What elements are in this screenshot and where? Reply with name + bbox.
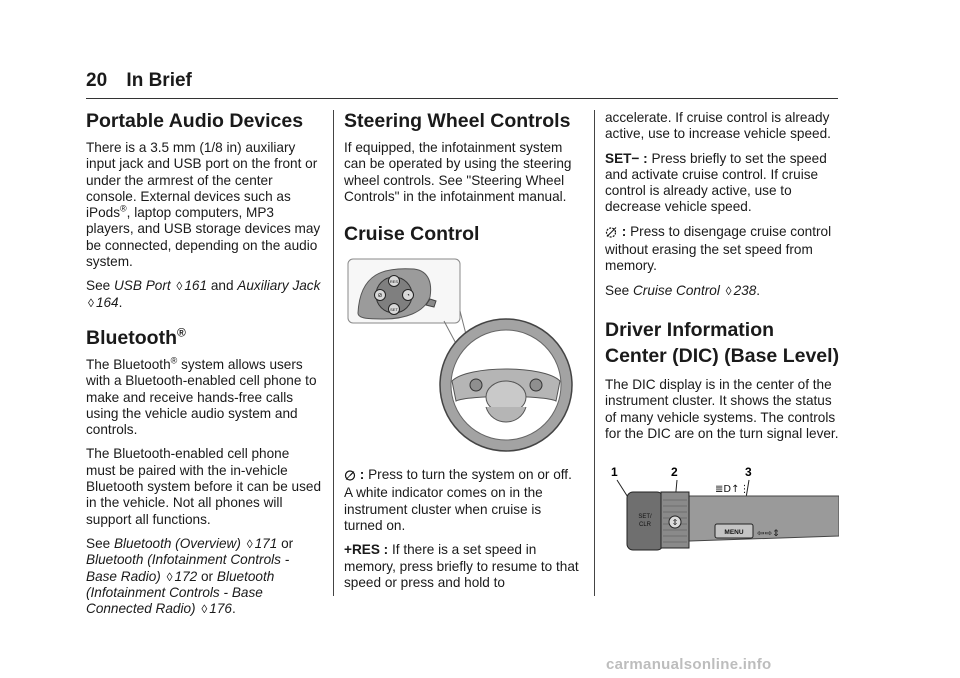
column-divider <box>594 110 595 596</box>
svg-text:RES: RES <box>389 279 399 285</box>
page-ref-icon: ◊ <box>166 569 173 584</box>
page-number-bt2[interactable]: 172 <box>174 568 198 584</box>
column-3 <box>605 110 841 566</box>
watermark: carmanualsonline.info <box>606 656 772 673</box>
svg-text:CLR: CLR <box>638 522 652 529</box>
heading-portable-audio: Portable Audio Devices <box>86 110 304 132</box>
page-number-bt1[interactable]: 171 <box>254 535 278 551</box>
cruise-see-also: See Cruise Control ◊ 238. <box>605 282 761 298</box>
cruise-res-description: +RES : If there is a set speed in memory, press briefly to resume to that speed or press and hold to <box>344 542 579 590</box>
steering-paragraph: If equipped, the infotainment system can be operated by using the steering wheel controls. See "Steering Wheel Controls" in the infotainment manual. <box>344 140 572 204</box>
cruise-cancel-description: : Press to disengage cruise control without erasing the set speed from memory. <box>605 223 832 274</box>
link-auxiliary-jack[interactable]: Auxiliary Jack <box>237 278 321 294</box>
svg-text:3: 3 <box>745 465 752 480</box>
link-bluetooth-overview[interactable]: Bluetooth (Overview) <box>113 535 241 551</box>
page-ref-icon: ◊ <box>725 283 732 298</box>
svg-text:2: 2 <box>671 465 678 480</box>
bluetooth-see-also: See Bluetooth (Overview) ◊ 171 or Bluetooth (Infotainment Controls - Base Radio) ◊ 172 or Bluetooth (Infotainment Controls - Base Connected Radio) ◊ 176. <box>86 535 294 617</box>
portable-audio-see-also: See USB Port ◊ 161 and Auxiliary Jack ◊ 164. <box>86 278 321 310</box>
heading-dic: Driver Information Center (DIC) (Base Level) <box>605 318 840 367</box>
heading-steering-wheel-controls: Steering Wheel Controls <box>344 110 571 132</box>
page-ref-icon: ◊ <box>176 279 183 294</box>
page-number: 20 <box>86 70 108 91</box>
page-ref-icon: ◊ <box>201 602 208 617</box>
page-number-usb[interactable]: 161 <box>184 278 208 294</box>
cruise-cancel-icon <box>605 226 618 242</box>
page-ref-icon: ◊ <box>88 295 94 310</box>
portable-audio-paragraph: There is a 3.5 mm (1/8 in) auxiliary input jack and USB port on the front or under the armrest of the center console. External devices such as iPods®, laptop computers, MP3 players, and USB storage devices may be connected, depending on the audio system. <box>86 140 321 270</box>
page-header <box>86 70 838 99</box>
svg-text:⇦⇨⇕: ⇦⇨⇕ <box>757 529 780 540</box>
link-usb-port[interactable]: USB Port <box>113 278 171 294</box>
page-ref-icon: ◊ <box>246 536 253 551</box>
bluetooth-paragraph-2: The Bluetooth-enabled cell phone must be paired with the in-vehicle Bluetooth system before it can be used in the vehicle. Not all phones will support all functions. <box>86 446 322 527</box>
set-clr-ring <box>627 492 663 550</box>
page-number-cruise[interactable]: 238 <box>733 282 757 298</box>
cruise-on-off-description: : Press to turn the system on or off. A white indicator comes on in the instrument cluster when cruise is turned on. <box>344 467 572 534</box>
svg-text:⊘: ⊘ <box>377 293 383 300</box>
cruise-set-description: SET− : Press briefly to set the speed and activate cruise control. If cruise control is already active, use to decrease vehicle speed. <box>605 150 827 215</box>
page-number-bt3[interactable]: 176 <box>209 601 232 617</box>
cruise-res-continued: accelerate. If cruise control is already active, use to increase vehicle speed. <box>605 110 831 142</box>
svg-text:⇕: ⇕ <box>671 518 679 528</box>
heading-cruise-control: Cruise Control <box>344 223 480 246</box>
svg-text:≣D↑⋮: ≣D↑⋮ <box>715 484 750 496</box>
svg-text:SET/: SET/ <box>638 514 652 521</box>
turn-signal-lever-figure <box>605 456 839 566</box>
link-bluetooth-connected-radio[interactable]: Bluetooth (Infotainment Controls - Base Connected Radio) <box>86 568 275 617</box>
link-bluetooth-base-radio[interactable]: Bluetooth (Infotainment Controls - Base Radio) <box>86 552 290 584</box>
bluetooth-paragraph-1: The Bluetooth® system allows users with a Bluetooth-enabled cell phone to make and receive hands-free calls using the vehicle audio system and controls. <box>86 355 317 438</box>
cruise-on-off-icon <box>344 469 356 485</box>
section-title: In Brief <box>126 70 192 91</box>
heading-bluetooth: Bluetooth® <box>86 325 186 349</box>
column-divider <box>333 110 334 596</box>
dic-paragraph: The DIC display is in the center of the instrument cluster. It shows the status of many vehicle systems. The controls for the DIC are on the turn signal lever. <box>605 376 839 441</box>
svg-text:◔: ◔ <box>406 293 410 300</box>
link-cruise-control[interactable]: Cruise Control <box>632 282 720 298</box>
column-1 <box>86 110 322 625</box>
svg-text:SET: SET <box>390 307 398 313</box>
page-number-aux[interactable]: 164 <box>95 294 119 310</box>
svg-text:MENU: MENU <box>724 529 744 537</box>
svg-text:1: 1 <box>611 465 618 480</box>
column-2 <box>344 110 582 599</box>
steering-wheel-figure <box>344 255 578 453</box>
